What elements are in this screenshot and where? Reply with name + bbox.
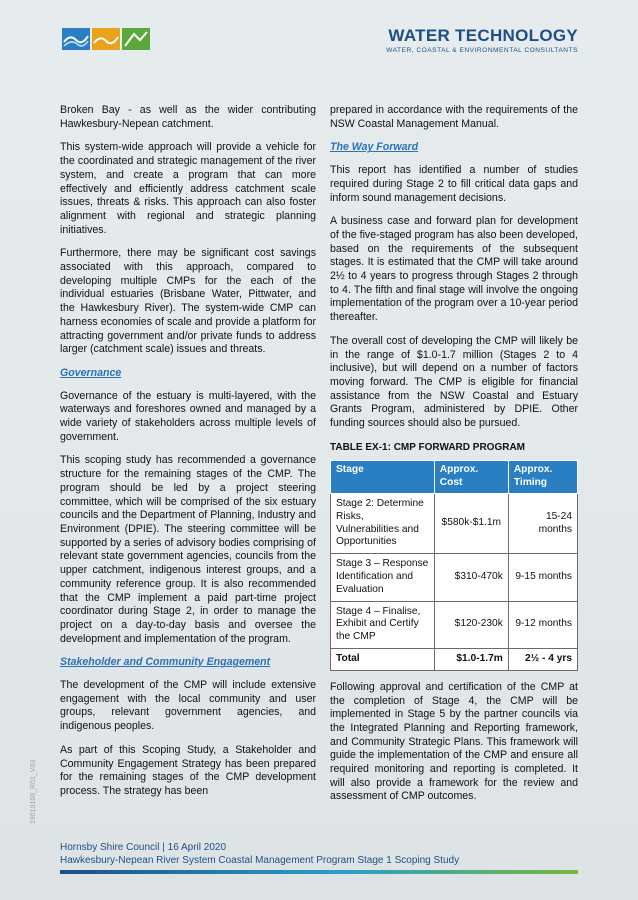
- cell-stage: Stage 3 – Response Identification and Evaluation: [331, 554, 435, 601]
- paragraph: Furthermore, there may be significant cost savings associated with this approach, compared to developing multiple CMPs for the each of the individual estuaries (Brisbane Water, Pittwater, and the Hawkesbury River). The system-wide CMP can harness economies of scale and provide a platform for attracting government and/or private funds to address larger (catchment scale) issues and threats.: [60, 247, 316, 356]
- paragraph: Following approval and certification of the CMP at the completion of Stage 4, the CMP will be implemented in Stage 5 by the partner councils via the Integrated Planning and Reporting framework, and Community Strategic Plans. This framework will guide the implementation of the CMP and ensure all required monitoring and reporting is completed. It will also provide a framework for the review and assessment of CMP outcomes.: [330, 680, 578, 803]
- header-cost: Approx. Cost: [434, 461, 508, 494]
- paragraph: This scoping study has recommended a governance structure for the remaining stages of the CMP. The program should be led by a project steering committee, which will be comprised of the six estuary councils and the Department of Planning, Industry and Environment (DPIE). The steering committee will be supported by a series of advisory bodies comprising of relevant state government agencies, councils from the upper catchment, indigenous interest groups, and a community reference group. It is also recommended that the CMP implement a paid part-time project coordinator during Stage 2, in order to manage the project on a day-to-day basis and oversee the development and implementation of the program.: [60, 454, 316, 645]
- cell-total-label: Total: [331, 649, 435, 671]
- cell-timing: 9-15 months: [508, 554, 577, 601]
- table-title: TABLE EX-1: CMP FORWARD PROGRAM: [330, 441, 526, 453]
- section-heading-stakeholder: Stakeholder and Community Engagement: [60, 656, 271, 669]
- paragraph: The overall cost of developing the CMP will likely be in the range of $1.0-1.7 million (Stages 2 to 4 inclusive), but will depend on a number of factors moving forward. The CMP is eligible for financial assistance from the NSW Coastal and Estuary Grants Program, administered by DPIE. Other funding sources should also be pursued.: [330, 334, 578, 430]
- paragraph: A business case and forward plan for development of the five-staged program has also been developed, based on the requirements of the subsequent stages. It is estimated that the CMP will take around 2½ to 4 years to progress through Stages 2 through to 4. The fifth and final stage will involve the ongoing implementation of the program over a 10-year period thereafter.: [330, 215, 578, 324]
- cell-timing: 15-24 months: [508, 494, 577, 554]
- paragraph: Broken Bay - as well as the wider contributing Hawkesbury-Nepean catchment.: [60, 104, 316, 130]
- page-footer: [60, 842, 459, 867]
- cell-stage: Stage 2: Determine Risks, Vulnerabilities and Opportunities: [331, 494, 435, 554]
- paragraph: This report has identified a number of studies required during Stage 2 to fill critical data gaps and inform sound management decisions.: [330, 164, 578, 204]
- footer-divider: [60, 870, 578, 874]
- cell-cost: $580k-$1.1m: [434, 494, 508, 554]
- brand-name: WATER TECHNOLOGY: [388, 26, 578, 45]
- brand-header: [386, 26, 578, 54]
- section-heading-governance: Governance: [60, 366, 122, 379]
- section-heading-way-forward: The Way Forward: [330, 141, 419, 154]
- logo-tile-green: [122, 28, 150, 50]
- cell-stage: Stage 4 – Finalise, Exhibit and Certify the CMP: [331, 601, 435, 648]
- paragraph: This system-wide approach will provide a vehicle for the coordinated and strategic management of the river system, and create a program that can more effectively and efficiently address catchment scale issues, threats & risks. This approach can also foster alignment with regional and strategic planning initiatives.: [60, 141, 316, 236]
- paragraph: As part of this Scoping Study, a Stakeholder and Community Engagement Strategy has been prepared for the remaining stages of the CMP development process. The strategy has been: [60, 743, 316, 797]
- table-row: [331, 494, 578, 554]
- cell-cost: $120-230k: [434, 601, 508, 648]
- company-logo: [62, 28, 150, 50]
- table-row: [331, 601, 578, 648]
- left-column: [60, 104, 316, 809]
- table-row: [331, 554, 578, 601]
- cell-total-cost: $1.0-1.7m: [434, 649, 508, 671]
- cell-timing: 9-12 months: [508, 601, 577, 648]
- cell-total-timing: 2½ - 4 yrs: [508, 649, 577, 671]
- footer-line-2: Hawkesbury-Nepean River System Coastal Management Program Stage 1 Scoping Study: [60, 854, 460, 866]
- table-header-row: [331, 461, 578, 494]
- paragraph: prepared in accordance with the requirements of the NSW Coastal Management Manual.: [330, 104, 578, 130]
- document-code: 19010168_R01_V03: [30, 759, 37, 824]
- header-stage: Stage: [331, 461, 435, 494]
- footer-line-1: Hornsby Shire Council | 16 April 2020: [60, 842, 227, 853]
- paragraph: The development of the CMP will include extensive engagement with the local community and user groups, relevant government agencies, and indigenous peoples.: [60, 679, 316, 733]
- logo-tile-orange: [92, 28, 120, 50]
- paragraph: Governance of the estuary is multi-layered, with the waterways and foreshores owned and managed by a wide variety of stakeholders across multiple levels of government.: [60, 389, 316, 443]
- table-total-row: [331, 649, 578, 671]
- forward-program-table: [330, 460, 578, 670]
- cell-cost: $310-470k: [434, 554, 508, 601]
- right-column: [330, 104, 578, 814]
- header-timing: Approx. Timing: [508, 461, 577, 494]
- logo-tile-blue: [62, 28, 90, 50]
- brand-tagline: WATER, COASTAL & ENVIRONMENTAL CONSULTANTS: [386, 47, 578, 54]
